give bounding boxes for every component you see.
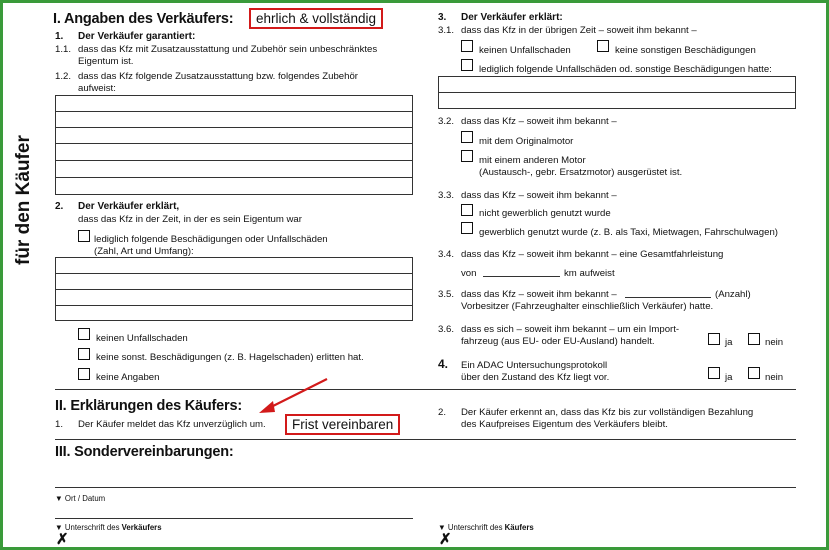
p1-head: Der Verkäufer garantiert:: [78, 31, 196, 42]
p4-num: 4.: [438, 357, 449, 371]
p2-num: 2.: [55, 201, 64, 212]
accessories-field[interactable]: [55, 95, 413, 195]
protocol-ja-label: ja: [725, 372, 733, 383]
sig-buyer-mark: ✗: [439, 531, 452, 548]
p31-opt1: keinen Unfallschaden: [479, 45, 571, 56]
p31-num: 3.1.: [438, 25, 455, 36]
rule: [55, 111, 413, 112]
p35-num: 3.5.: [438, 289, 455, 300]
p34-km: km aufweist: [564, 268, 615, 279]
p32-opt2-line1: mit einem anderen Motor: [479, 155, 586, 166]
checkbox-import-nein[interactable]: [748, 333, 760, 345]
rule: [55, 305, 413, 306]
p36-line1: dass es sich – soweit ihm bekannt – um ein Import-: [461, 324, 680, 335]
p33-opt2: gewerblich genutzt wurde (z. B. als Taxi, Mietwagen, Fahrschulwagen): [479, 227, 778, 238]
opt-no-accident: keinen Unfallschaden: [96, 333, 188, 344]
p31-opt3: lediglich folgende Unfallschäden od. sonstige Beschädigungen hatte:: [479, 64, 772, 75]
s2-p1-num: 1.: [55, 419, 64, 430]
checkbox-not-commercial[interactable]: [461, 204, 473, 216]
checkbox-original-engine[interactable]: [461, 131, 473, 143]
checkbox-31-damages-listed[interactable]: [461, 59, 473, 71]
s2-p1-text: Der Käufer meldet das Kfz unverzüglich um.: [78, 419, 266, 430]
rule: [55, 177, 413, 178]
sig-seller-field[interactable]: [55, 548, 413, 549]
checkbox-31-no-accident[interactable]: [461, 40, 473, 52]
opt-no-info: keine Angaben: [96, 372, 160, 383]
p31-text: dass das Kfz in der übrigen Zeit – soweit ihm bekannt –: [461, 25, 697, 36]
mileage-input[interactable]: [483, 276, 560, 277]
checkbox-no-damage[interactable]: [78, 348, 90, 360]
s2-p2-line2: des Kaufpreises Eigentum des Verkäufers bleibt.: [461, 419, 668, 430]
p2-line1: dass das Kfz in der Zeit, in der es sein Eigentum war: [78, 214, 302, 225]
protocol-nein-label: nein: [765, 372, 784, 383]
annotation-honest: ehrlich & vollständig: [249, 8, 383, 29]
opt-no-damage: keine sonst. Beschädigungen (z. B. Hagelschaden) erlitten hat.: [96, 352, 364, 363]
rule: [55, 127, 413, 128]
p36-line2: fahrzeug (aus EU- oder EU-Ausland) handelt.: [461, 336, 655, 347]
checkbox-protocol-nein[interactable]: [748, 367, 760, 379]
p32-opt1: mit dem Originalmotor: [479, 136, 574, 147]
rule: [55, 273, 413, 274]
rule: [438, 92, 796, 93]
section-1-title: I. Angaben des Verkäufers:: [53, 11, 234, 27]
place-date-field[interactable]: [55, 503, 413, 519]
p12-line2: aufweist:: [78, 83, 116, 94]
p34-von: von: [461, 268, 477, 279]
p35-text: dass das Kfz – soweit ihm bekannt –: [461, 289, 617, 300]
checkbox-other-engine[interactable]: [461, 150, 473, 162]
sig-buyer-prefix: ▼ Unterschrift des: [438, 523, 503, 532]
import-nein-label: nein: [765, 337, 784, 348]
p12-num: 1.2.: [55, 71, 72, 82]
owners-count-input[interactable]: [625, 297, 711, 298]
sig-seller-mark: ✗: [56, 531, 69, 548]
section-divider: [55, 439, 796, 440]
import-ja-label: ja: [725, 337, 733, 348]
p1-num: 1.: [55, 31, 64, 42]
p35-line2: Vorbesitzer (Fahrzeughalter einschließlich Verkäufer) hatte.: [461, 301, 714, 312]
s2-p2-line1: Der Käufer erkennt an, dass das Kfz bis zur vollständigen Bezahlung: [461, 407, 754, 418]
p34-text: dass das Kfz – soweit ihm bekannt – eine Gesamtfahrleistung: [461, 249, 724, 260]
checkbox-import-ja[interactable]: [708, 333, 720, 345]
arrow-icon: [253, 375, 333, 419]
p3-head: Der Verkäufer erklärt:: [461, 12, 563, 23]
p32-num: 3.2.: [438, 116, 455, 127]
p34-num: 3.4.: [438, 249, 455, 260]
annotation-deadline: Frist vereinbaren: [285, 414, 400, 435]
p35-anzahl: (Anzahl): [715, 289, 751, 300]
checkbox-31-no-damage[interactable]: [597, 40, 609, 52]
p11-line1: dass das Kfz mit Zusatzausstattung und Zubehör sein unbeschränktes: [78, 44, 378, 55]
place-date-label: ▼ Ort / Datum: [55, 494, 106, 503]
p32-opt2-line2: (Austausch-, gebr. Ersatzmotor) ausgerüstet ist.: [479, 167, 683, 178]
p31-opt2: keine sonstigen Beschädigungen: [615, 45, 756, 56]
sig-buyer-bold: Käufers: [504, 523, 534, 532]
p33-opt1: nicht gewerblich genutzt wurde: [479, 208, 611, 219]
sig-seller-bold: Verkäufers: [121, 523, 162, 532]
side-label: für den Käufer: [13, 135, 34, 265]
section-3-title: III. Sondervereinbarungen:: [55, 444, 234, 460]
sig-seller-prefix: ▼ Unterschrift des: [55, 523, 120, 532]
agreements-field[interactable]: [55, 487, 796, 488]
p33-num: 3.3.: [438, 190, 455, 201]
p11-line2: Eigentum ist.: [78, 56, 134, 67]
p2-head: Der Verkäufer erklärt,: [78, 201, 180, 212]
checkbox-no-info[interactable]: [78, 368, 90, 380]
p11-num: 1.1.: [55, 44, 72, 55]
s2-p2-num: 2.: [438, 407, 447, 418]
section-2-title: II. Erklärungen des Käufers:: [55, 398, 242, 414]
checkbox-commercial[interactable]: [461, 222, 473, 234]
p33-text: dass das Kfz – soweit ihm bekannt –: [461, 190, 617, 201]
p2-opt-line1: lediglich folgende Beschädigungen oder Unfallschäden: [94, 234, 328, 245]
rule: [55, 289, 413, 290]
rule: [55, 143, 413, 144]
checkbox-damages-listed[interactable]: [78, 230, 90, 242]
p4-line2: über den Zustand des Kfz liegt vor.: [461, 372, 610, 383]
p36-num: 3.6.: [438, 324, 455, 335]
checkbox-no-accident[interactable]: [78, 328, 90, 340]
checkbox-protocol-ja[interactable]: [708, 367, 720, 379]
p32-text: dass das Kfz – soweit ihm bekannt –: [461, 116, 617, 127]
rule: [55, 160, 413, 161]
p12-line1: dass das Kfz folgende Zusatzausstattung bzw. folgendes Zubehör: [78, 71, 358, 82]
sig-buyer-field[interactable]: [438, 548, 796, 549]
p4-line1: Ein ADAC Untersuchungsprotokoll: [461, 360, 608, 371]
p3-num: 3.: [438, 12, 447, 23]
sig-buyer-label: [438, 523, 534, 532]
sig-seller-label: [55, 523, 162, 532]
p2-opt-line2: (Zahl, Art und Umfang):: [94, 246, 194, 257]
section-divider: [55, 389, 796, 390]
